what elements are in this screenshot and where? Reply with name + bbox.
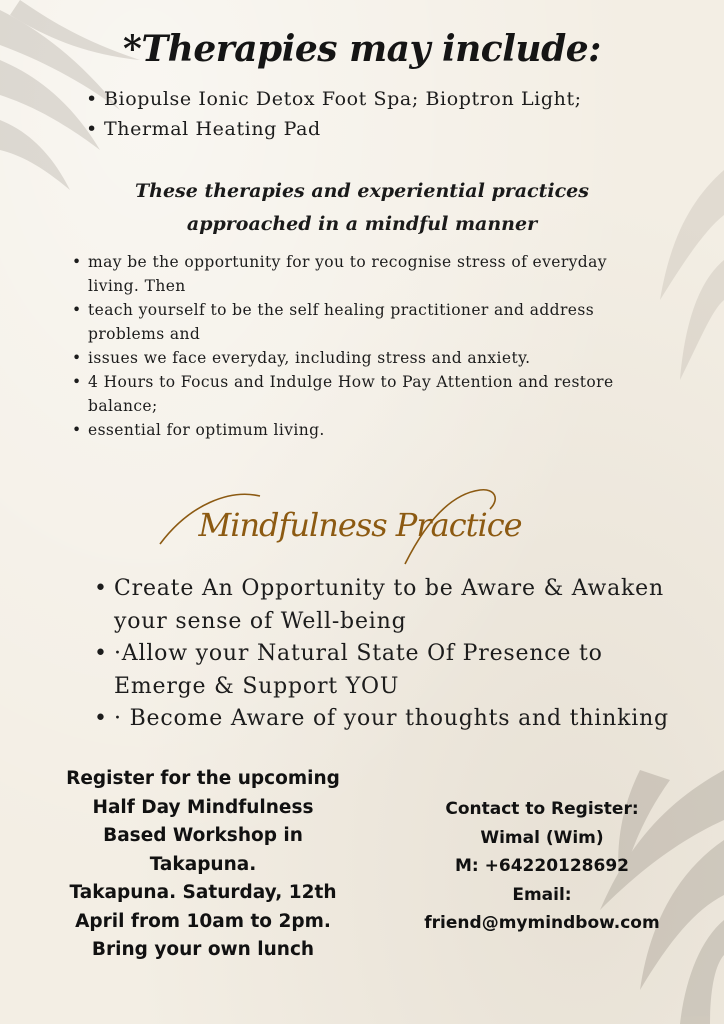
register-block [38, 765, 368, 965]
list-item: • ·Allow your Natural State Of Presence to Emerge & Support YOU [114, 638, 674, 703]
script-title-text: Mindfulness Practice [198, 506, 522, 544]
mindfulness-list [114, 573, 674, 736]
list-item: • issues we face everyday, including stress and anxiety. [88, 346, 658, 370]
mindfulness-practice-heading [150, 484, 570, 574]
contact-name: Wimal (Wim) [480, 827, 604, 848]
register-line: Based Workshop in [103, 825, 303, 846]
contact-phone[interactable]: M: +64220128692 [455, 856, 629, 876]
register-line: Half Day Mindfulness [92, 796, 314, 818]
subheading-line-2: approached in a mindful manner [186, 213, 538, 235]
contact-block [392, 795, 692, 938]
contact-heading: Contact to Register: [445, 799, 639, 819]
list-item: • essential for optimum living. [88, 418, 658, 442]
contact-email-link[interactable]: friend@mymindbow.com [424, 913, 660, 933]
register-line: Takapuna. [149, 853, 257, 875]
list-item: • teach yourself to be the self healing practitioner and address problems and [88, 298, 658, 346]
register-line: April from 10am to 2pm. [75, 910, 331, 932]
practices-list [88, 250, 658, 442]
subheading [0, 175, 724, 241]
register-line: Bring your own lunch [91, 939, 315, 960]
register-line: Register for the upcoming [66, 768, 340, 789]
therapies-list [104, 84, 664, 144]
register-line: Takapuna. Saturday, 12th [69, 882, 337, 903]
list-item: • · Become Aware of your thoughts and thinking [114, 703, 674, 736]
list-item: • Create An Opportunity to be Aware & Awaken your sense of Well-being [114, 573, 674, 638]
list-item: • 4 Hours to Focus and Indulge How to Pay Attention and restore balance; [88, 370, 658, 418]
contact-email-label: Email: [512, 884, 572, 905]
subheading-line-1: These therapies and experiential practices [135, 180, 589, 202]
list-item: • Thermal Heating Pad [104, 114, 664, 144]
list-item: • Biopulse Ionic Detox Foot Spa; Bioptron Light; [104, 84, 664, 114]
page-title: *Therapies may include: [123, 28, 601, 70]
list-item: • may be the opportunity for you to recognise stress of everyday living. Then [88, 250, 658, 298]
